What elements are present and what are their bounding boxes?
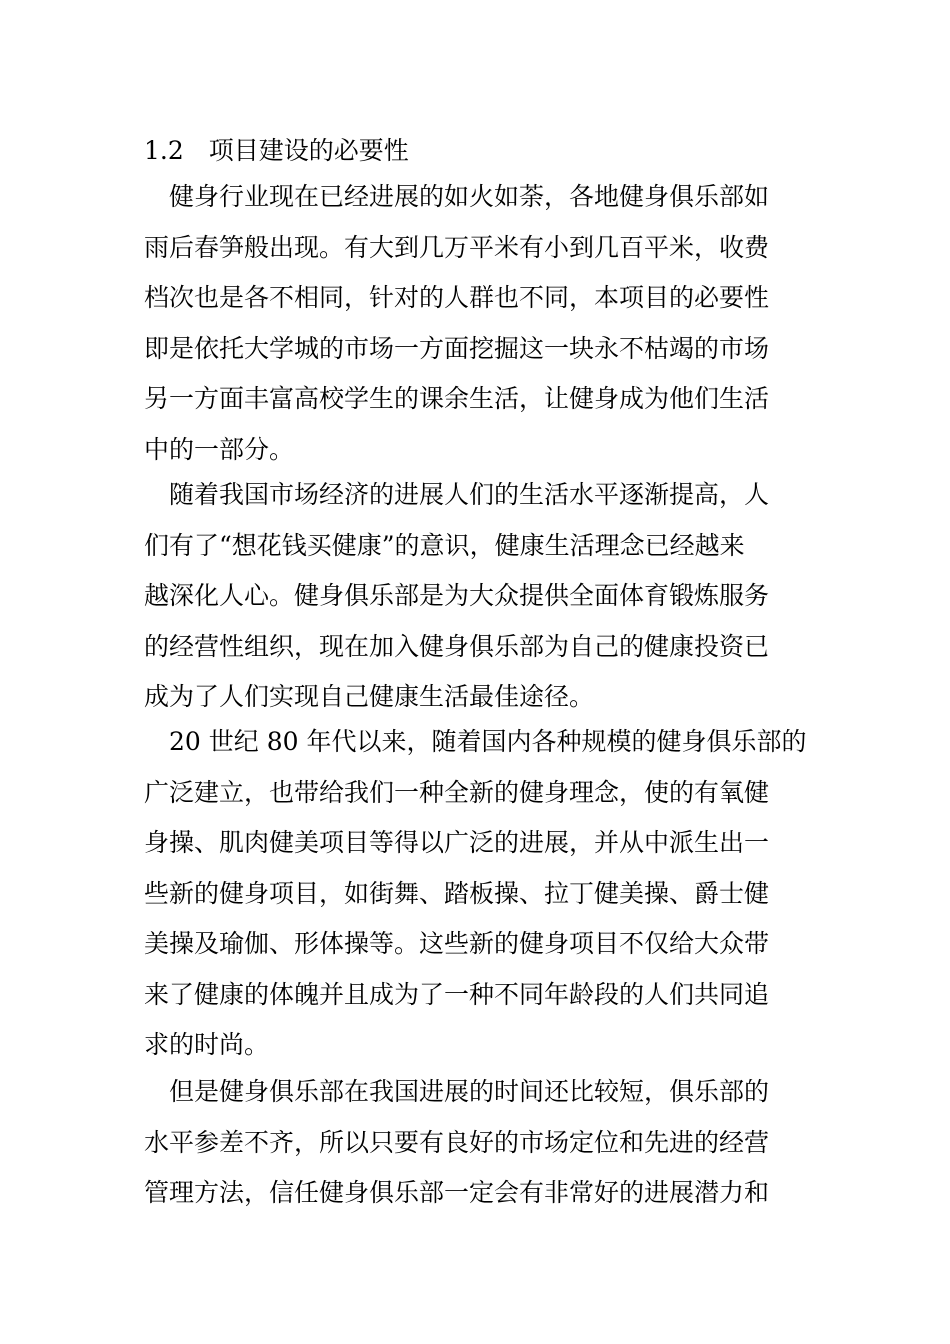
paragraph-line: 健身行业现在已经进展的如火如荼，各地健身俱乐部如 xyxy=(169,182,770,211)
paragraph-line: 即是依托大学城的市场一方面挖掘这一块永不枯竭的市场 xyxy=(144,333,770,363)
paragraph-line: 管理方法，信任健身俱乐部一定会有非常好的进展潜力和 xyxy=(144,1178,770,1207)
paragraph-2 xyxy=(144,470,804,723)
paragraph-line: 身操、肌肉健美项目等得以广泛的进展，并从中派生出一 xyxy=(144,828,770,857)
section-heading: 1.2 项目建设的必要性 xyxy=(144,136,409,165)
paragraph-line: 求的时尚。 xyxy=(144,1030,270,1059)
paragraph-line: 成为了人们实现自己健康生活最佳途径。 xyxy=(144,682,595,711)
paragraph-line: 档次也是各不相同，针对的人群也不同，本项目的必要性 xyxy=(144,283,770,312)
paragraph-line: 雨后春笋般出现。有大到几万平米有小到几百平米，收费 xyxy=(144,232,770,262)
paragraph-line: 广泛建立，也带给我们一种全新的健身理念，使的有氧健 xyxy=(144,777,770,807)
paragraph-line: 随着我国市场经济的进展人们的生活水平逐渐提高，人 xyxy=(169,480,770,509)
paragraph-1 xyxy=(144,172,804,475)
paragraph-line: 越深化人心。健身俱乐部是为大众提供全面体育锻炼服务 xyxy=(144,581,770,610)
paragraph-line: 的经营性组织，现在加入健身俱乐部为自己的健康投资已 xyxy=(144,631,770,661)
paragraph-line: 些新的健身项目，如街舞、踏板操、拉丁健美操、爵士健 xyxy=(144,878,770,908)
paragraph-line: 另一方面丰富高校学生的课余生活，让健身成为他们生活 xyxy=(144,384,770,413)
paragraph-line: 20 世纪 80 年代以来，随着国内各种规模的健身俱乐部的 xyxy=(169,727,807,756)
paragraph-4 xyxy=(144,1067,804,1219)
paragraph-line: 水平参差不齐，所以只要有良好的市场定位和先进的经营 xyxy=(144,1127,770,1157)
paragraph-line: 中的一部分。 xyxy=(144,434,295,464)
paragraph-3 xyxy=(144,717,807,1071)
paragraph-line: 但是健身俱乐部在我国进展的时间还比较短，俱乐部的 xyxy=(169,1077,770,1106)
paragraph-line: 来了健康的体魄并且成为了一种不同年龄段的人们共同追 xyxy=(144,979,770,1009)
paragraph-line: 们有了“想花钱买健康”的意识，健康生活理念已经越来 xyxy=(144,530,745,560)
paragraph-line: 美操及瑜伽、形体操等。这些新的健身项目不仅给大众带 xyxy=(144,929,770,958)
